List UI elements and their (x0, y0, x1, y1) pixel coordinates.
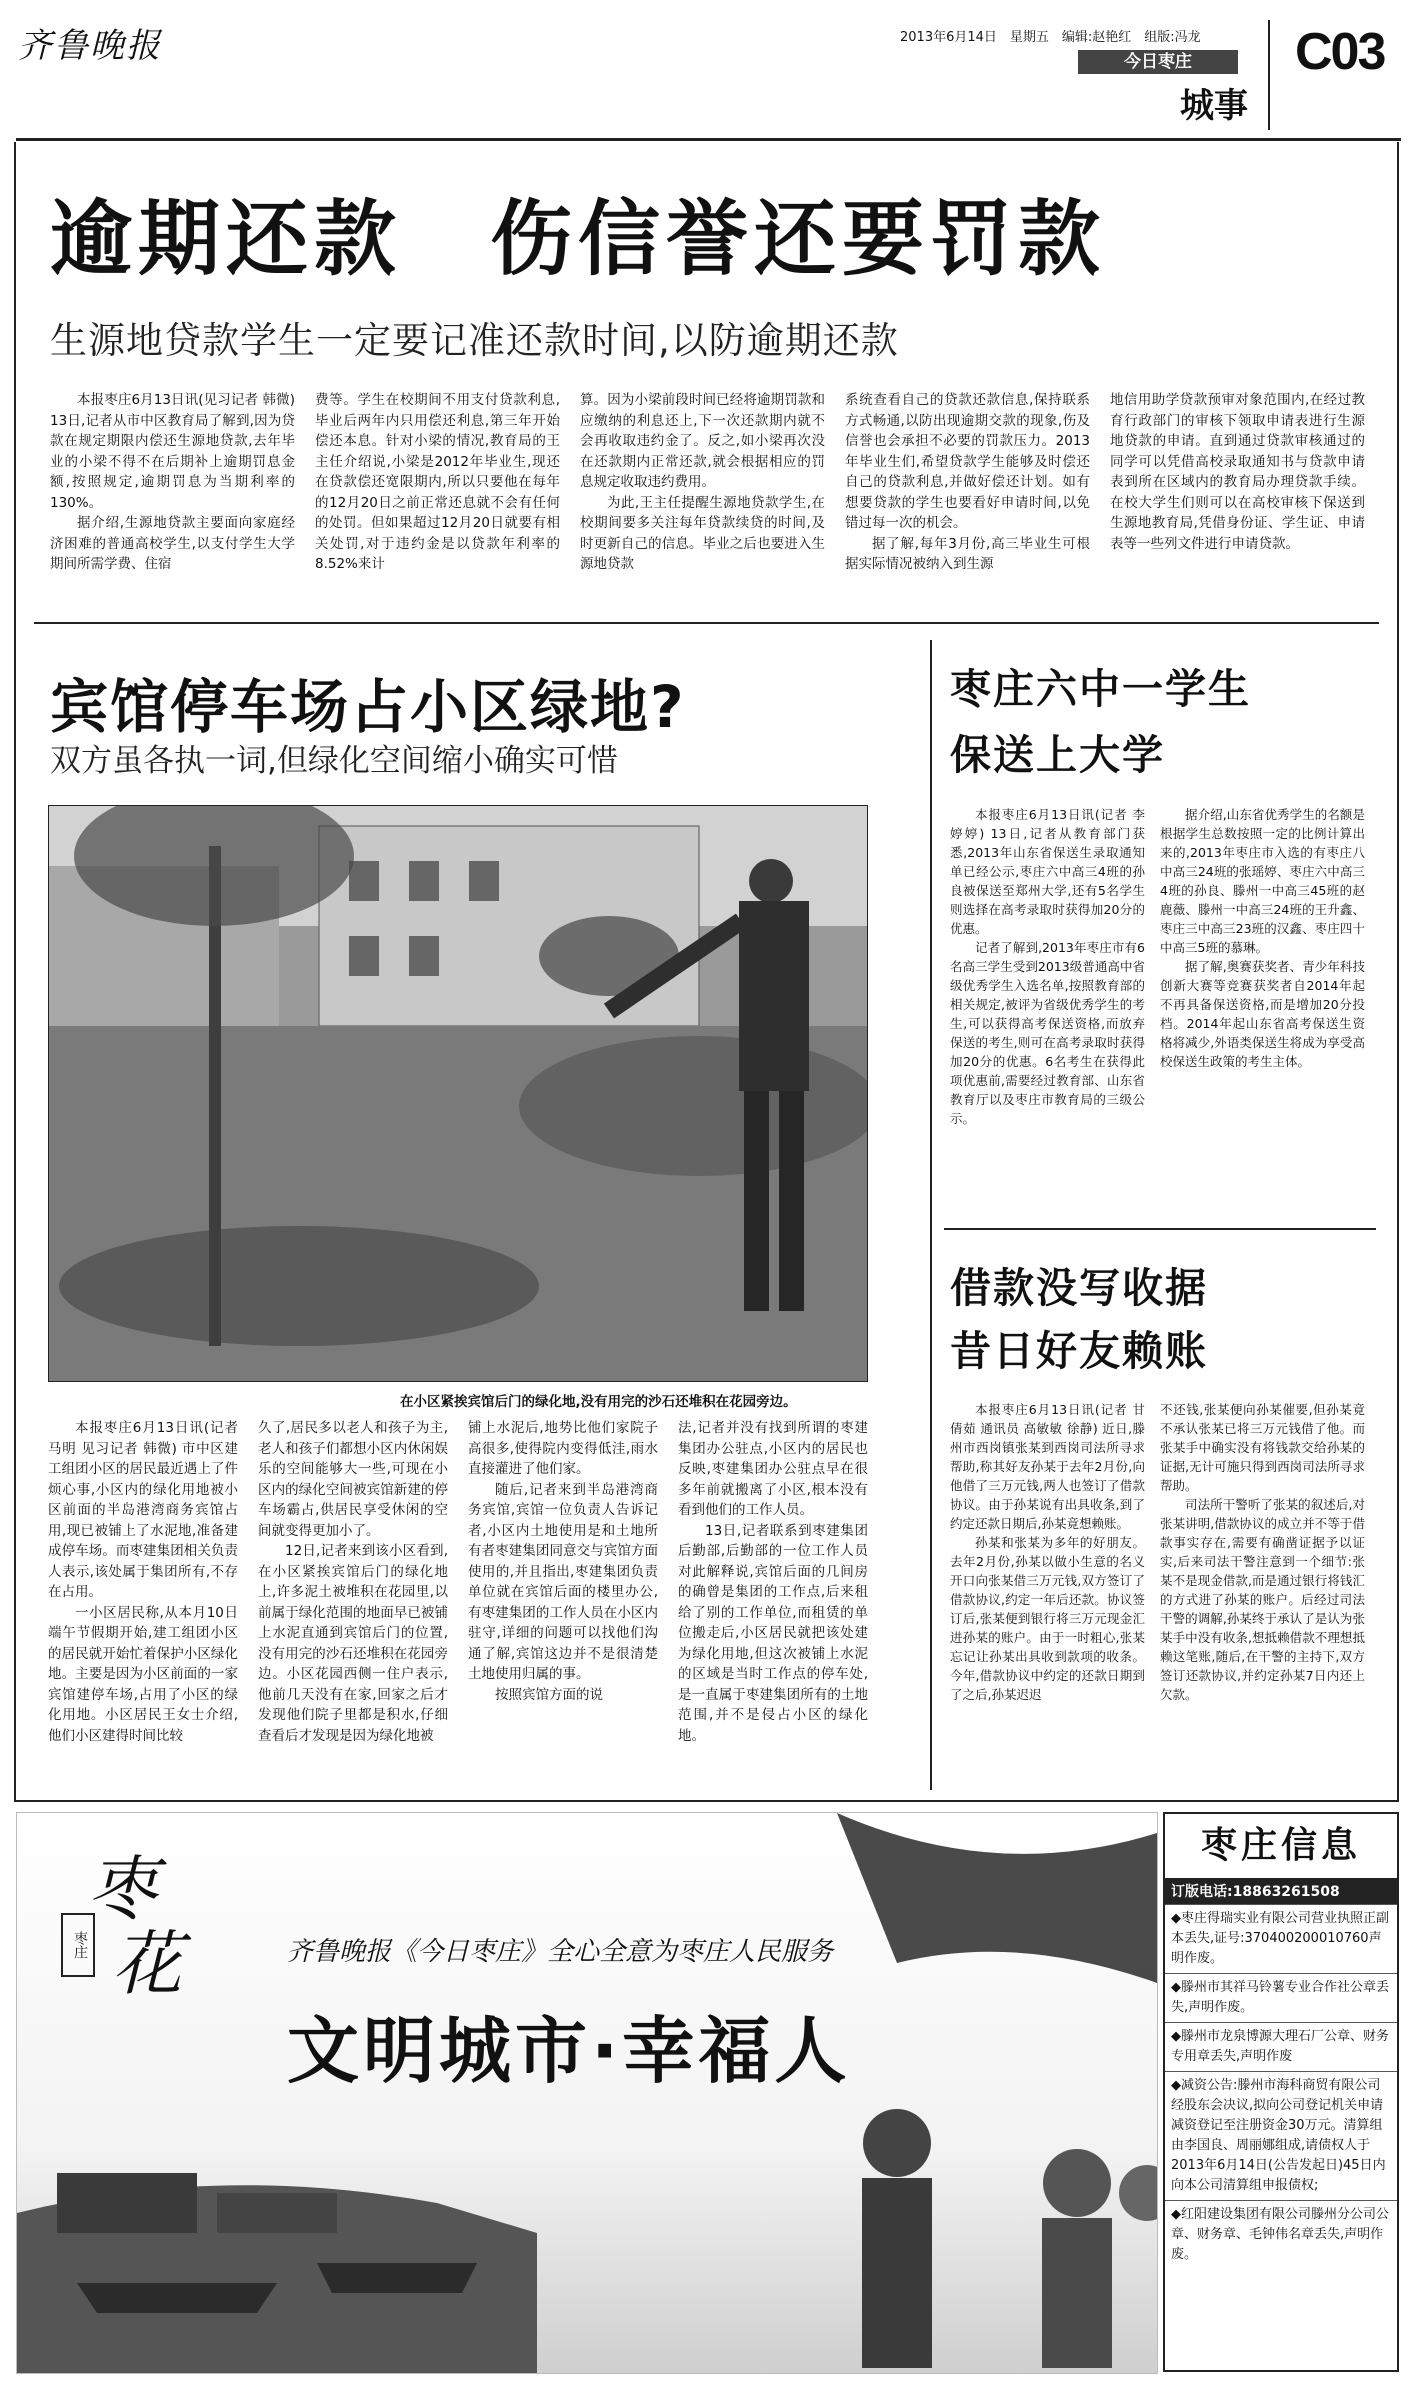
info-item: ◆滕州市其祥马铃薯专业合作社公章丢失,声明作废。 (1165, 1973, 1397, 2022)
article3-bottom-rule (944, 1228, 1376, 1230)
article4-para: 本报枣庄6月13日讯(记者 甘倩茹 通讯员 高敏敏 徐静) 近日,滕州市西岗镇张某到西岗司法所寻求帮助,称其好友孙某于去年2月份,向他借了三万元钱,两人也签订了借款协议。由于孙某说有出具收条,到了约定还款日期后,孙某竟想赖账。 (950, 1402, 1145, 1531)
article1-col2 (315, 390, 560, 575)
article3-para: 据了解,奥赛获奖者、青少年科技创新大赛等竞赛获奖者自2014年起不再具备保送资格,而是增加20分投档。2014年起山东省高考保送生资格将减少,外语类保送生将成为享受高校保送生政策的考生主体。 (1160, 959, 1365, 1069)
article2-para: 随后,记者来到半岛港湾商务宾馆,宾馆一位负责人告诉记者,小区内土地使用是和土地所有者枣建集团同意交与宾馆方面使用的,并且指出,枣建集团负责单位就在宾馆后面的楼里办公,有枣建集团的工作人员在小区内驻守,详细的问题可以找他们沟通了解,宾馆这边并不是很清楚土地使用归属的事。 (468, 1481, 658, 1682)
photo-caption: 在小区紧挨宾馆后门的绿化地,没有用完的沙石还堆积在花园旁边。 (400, 1394, 797, 1410)
page-number: C03 (1295, 23, 1385, 81)
article1-para: 据了解,每年3月份,高三毕业生可根据实际情况被纳入到生源 (845, 535, 1090, 572)
ad-logo-char-2: 花 (112, 1923, 182, 2005)
article2-col4 (678, 1418, 868, 1746)
article1-col5 (1110, 390, 1365, 554)
info-box-title: 枣庄信息 (1200, 1825, 1361, 1866)
article4-title-line2: 昔日好友赖账 (950, 1327, 1208, 1375)
article2-para: 本报枣庄6月13日讯(记者 马明 见习记者 韩微) 市中区建工组团小区的居民最近遇上了件烦心事,小区内的绿化用地被小区前面的半岛港湾商务宾馆占用,现已被铺上了水泥地,准备建成停车场。而枣建集团相关负责人表示,该处属于集团所有,不存在占用。 (48, 1420, 238, 1600)
photo-scene-illustration (49, 806, 867, 1381)
article2-subtitle: 双方虽各执一词,但绿化空间缩小确实可惜 (50, 743, 618, 779)
article4-col1 (950, 1400, 1145, 1704)
article4-para: 司法所干警听了张某的叙述后,对张某讲明,借款协议的成立并不等于借款事实存在,需要有确凿证据予以证实,后来司法干警注意到一个细节:张某不是现金借款,而是通过银行将钱汇的方式进了孙某的账户。后经过司法干警的调解,孙某终于承认了是认为张某手中没有收条,想抵赖借款不理想抵赖这笔账,随后,在干警的主持下,双方签订还款协议,并约定孙某7日内还上欠款。 (1160, 1497, 1365, 1702)
ad-headline: 文明城市·幸福人 (287, 2009, 851, 2093)
date-line: 2013年6月14日 星期五 编辑:赵艳红 组版:冯龙 (900, 30, 1201, 45)
article3-title-line1: 枣庄六中一学生 (950, 665, 1251, 713)
article2-para: 一小区居民称,从本月10日端午节假期开始,建工组团小区的居民就开始忙着保护小区绿化地。主要是因为小区前面的一家宾馆建停车场,占用了小区的绿化用地。小区居民王女士介绍,他们小区建得时间比较 (48, 1604, 238, 1744)
info-box-phone: 订版电话:18863261508 (1165, 1878, 1397, 1904)
article3-para: 记者了解到,2013年枣庄市有6名高三学生受到2013级普通高中省级优秀学生入选名单,按照教育部的相关规定,被评为省级优秀学生的考生,可以获得高考保送资格,而放弃保送的考生,则可在高考录取时获得加20分的优惠。6名考生在获得此项优惠前,需要经过教育部、山东省教育厅以及枣庄市教育局的三级公示。 (950, 940, 1145, 1126)
article2-para: 铺上水泥后,地势比他们家院子高很多,使得院内变得低洼,雨水直接灌进了他们家。 (468, 1420, 658, 1477)
article1-para: 地信用助学贷款预审对象范围内,在经过教育行政部门的审核下领取申请表进行生源地贷款的申请。直到通过贷款审核通过的同学可以凭借高校录取通知书与贷款申请表到所在区域内的教育局办理贷款手续。在校大学生们则可以在高校审核下保送到生源地教育局,凭借身份证、学生证、申请表等一些列文件进行申请贷款。 (1110, 392, 1365, 552)
article3-para: 本报枣庄6月13日讯(记者 李婷婷) 13日,记者从教育部门获悉,2013年山东省保送生录取通知单已经公示,枣庄六中高三4班的孙良被保送至郑州大学,还有5名学生则选择在高考录取时获得加20分的优惠。 (950, 807, 1145, 936)
article1-col1 (50, 390, 295, 575)
article1-subtitle: 生源地贷款学生一定要记准还款时间,以防逾期还款 (50, 319, 899, 362)
right-column-divider (930, 640, 932, 1790)
info-box-list (1165, 1904, 1397, 2269)
info-item: ◆减资公告:滕州市海科商贸有限公司经股东会决议,拟向公司登记机关申请减资登记至注册资金30万元。清算组由李国良、周丽娜组成,请债权人于2013年6月14日(公告发起日)45日内向本公司清算组申报债权; (1165, 2071, 1397, 2200)
article2-col3 (468, 1418, 658, 1705)
article2-col2 (258, 1418, 448, 1746)
info-item: ◆枣庄得瑞实业有限公司营业执照正副本丢失,证号:370400200010760声明作废。 (1165, 1904, 1397, 1973)
article1-col4 (845, 390, 1090, 575)
info-item: ◆滕州市龙泉博源大理石厂公章、财务专用章丢失,声明作废 (1165, 2022, 1397, 2071)
header-divider (1268, 20, 1270, 130)
article3-col2 (1160, 805, 1365, 1071)
info-box (1163, 1812, 1399, 2372)
article1-para: 本报枣庄6月13日讯(见习记者 韩微) 13日,记者从市中区教育局了解到,因为贷款在规定期限内偿还生源地贷款,去年毕业的小梁不得不在后期补上逾期罚息金额,按照规定,逾期罚息为当期利率的130%。 (50, 392, 295, 511)
article2-para: 按照宾馆方面的说 (495, 1686, 603, 1703)
masthead: 齐鲁晚报 (18, 26, 162, 66)
section-name: 城事 (1180, 86, 1248, 126)
article1-para: 为此,王主任提醒生源地贷款学生,在校期间要多关注每年贷款续贷的时间,及时更新自己的信息。毕业之后也要进入生源地贷款 (580, 494, 825, 572)
ad-slogan: 齐鲁晚报《今日枣庄》全心全意为枣庄人民服务 (287, 1937, 834, 1967)
info-item: ◆红阳建设集团有限公司滕州分公司公章、财务章、毛钟伟名章丢失,声明作废。 (1165, 2200, 1397, 2269)
article4-title-line1: 借款没写收据 (950, 1264, 1208, 1312)
article1-para: 系统查看自己的贷款还款信息,保持联系方式畅通,以防出现逾期交款的现象,伤及信誉也会承担不必要的罚款压力。2013年毕业生们,希望贷款学生能够及时偿还自己的贷款利息,并做好偿还计划。如有想要贷款的学生也要看好申请时间,以免错过每一次的机会。 (845, 392, 1090, 531)
article4-para: 不还钱,张某便向孙某催要,但孙某竟不承认张某已将三万元钱借了他。而张某手中确实没有将钱款交给孙某的证据,无计可施只得到西岗司法所寻求帮助。 (1160, 1402, 1365, 1493)
article2-para: 久了,居民多以老人和孩子为主,老人和孩子们都想小区内休闲娱乐的空间能够大一些,可现在小区内的绿化空间被宾馆新建的停车场霸占,供居民享受休闲的空间就变得更加小了。 (258, 1420, 448, 1539)
article2-photo (48, 805, 868, 1382)
article4-para: 孙某和张某为多年的好朋友。去年2月份,孙某以做小生意的名义开口向张某借三万元钱,双方签订了借款协议,约定一年后还款。协议签订后,张某便到银行将三万元现金汇进孙某的账户。由于一时粗心,张某忘记让孙某出具收到款项的收条。今年,借款协议中约定的还款日期到了之后,孙某迟迟 (950, 1535, 1145, 1702)
article1-para: 据介绍,生源地贷款主要面向家庭经济困难的普通高校学生,以支付学生大学期间所需学费、住宿 (50, 515, 295, 572)
article4-col2 (1160, 1400, 1365, 1704)
article3-title-line2: 保送上大学 (950, 731, 1165, 779)
article1-para: 算。因为小梁前段时间已经将逾期罚款和应缴纳的利息还上,下一次还款期内就不会再收取违约金了。反之,如小梁再次没在还款期内正常还款,就会根据相应的罚息规定收取违约费用。 (580, 392, 825, 490)
article1-col3 (580, 390, 825, 575)
section-tag: 今日枣庄 (1078, 50, 1238, 74)
ad-logo-seal: 枣庄 (61, 1913, 95, 1977)
advertisement (16, 1812, 1158, 2374)
article1-para: 费等。学生在校期间不用支付贷款利息,毕业后两年内只用偿还利息,第三年开始偿还本息。针对小梁的情况,教育局的王主任介绍说,小梁是2012年毕业生,现还在贷款偿还宽限期内,所以只要他在每年的12月20日之前正常还息就不会有任何的处罚。但如果超过12月20日就要有相关处罚,对于违约金是以贷款年利率的8.52%来计 (315, 392, 560, 572)
article2-para: 12日,记者来到该小区看到,在小区紧挨宾馆后门的绿化地上,许多泥土被堆积在花园里,以前属于绿化范围的地面早已被铺上水泥直通到宾馆后门的位置,没有用完的沙石还堆积在花园旁边。小区花园西侧一住户表示,他前几天没有在家,回家之后才发现他们院子里都是积水,仔细查看后才发现是因为绿化地被 (258, 1543, 448, 1744)
article2-col1 (48, 1418, 238, 1746)
article2-para: 13日,记者联系到枣建集团后勤部,后勤部的一位工作人员对此解释说,宾馆后面的几间房的确曾是集团的工作点,后来租给了别的工作单位,而租赁的单位搬走后,小区居民就把该处建为绿化用地,但这次被铺上水泥的区域是当时工作点的停车处,是一直属于枣建集团所有的土地范围,并不是侵占小区的绿化地。 (678, 1522, 868, 1744)
article3-col1 (950, 805, 1145, 1128)
article1-title: 逾期还款 伤信誉还要罚款 (50, 192, 1107, 287)
article3-para: 据介绍,山东省优秀学生的名额是根据学生总数按照一定的比例计算出来的,2013年枣庄市入选的有枣庄八中高三24班的张瑶婷、枣庄六中高三4班的孙良、滕州一中高三45班的赵鹿薇、滕州一中高三24班的王升鑫、枣庄三中高三23班的汉鑫、枣庄四十中高三5班的慕琳。 (1160, 807, 1365, 955)
header-rule (16, 138, 1401, 141)
ad-logo-char-1: 枣 (87, 1848, 157, 1930)
article2-para: 法,记者并没有找到所谓的枣建集团办公驻点,小区内的居民也反映,枣建集团办公驻点早在很多年前就搬离了小区,根本没有看到他们的工作人员。 (678, 1420, 868, 1518)
article1-bottom-rule (34, 622, 1379, 624)
article2-title: 宾馆停车场占小区绿地? (50, 673, 686, 741)
